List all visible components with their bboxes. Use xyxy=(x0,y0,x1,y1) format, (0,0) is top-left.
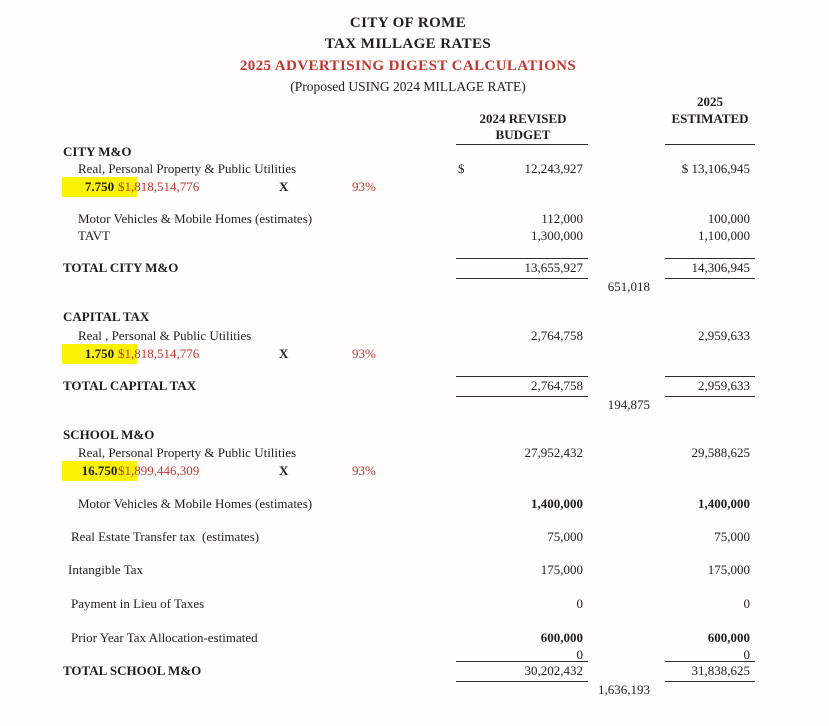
city-total-2025: 14,306,945 xyxy=(691,260,750,275)
city-motor-label: Motor Vehicles & Mobile Homes (estimates) xyxy=(78,211,313,226)
school-intangible-label: Intangible Tax xyxy=(68,562,144,577)
school-collection-pct: 93% xyxy=(352,463,376,478)
city-total-rule-top-2024 xyxy=(456,258,588,259)
school-payment-2025: 0 xyxy=(743,596,750,611)
school-total-rule-bottom-2025 xyxy=(665,681,755,682)
school-total-rule-top-2024 xyxy=(456,661,588,662)
school-motor-label: Motor Vehicles & Mobile Homes (estimates) xyxy=(78,496,313,511)
school-motor-2025: 1,400,000 xyxy=(698,496,750,511)
school-real-2025: 29,588,625 xyxy=(691,445,750,460)
capital-total-2025: 2,959,633 xyxy=(698,378,750,393)
city-real-2024: 12,243,927 xyxy=(524,161,583,176)
city-real-dollar-sign: $ xyxy=(458,161,465,176)
col-header-2025-rule xyxy=(665,144,755,145)
city-variance: 651,018 xyxy=(607,279,650,294)
doc-title-line1: CITY OF ROME xyxy=(349,15,467,31)
school-transfer-2025: 75,000 xyxy=(714,529,750,544)
city-millage-rate-highlight: 7.750 xyxy=(62,177,137,197)
capital-total-rule-top-2025 xyxy=(665,376,755,377)
col-header-2024-line1: 2024 REVISED xyxy=(479,111,567,126)
capital-millage-rate-highlight: 1.750 xyxy=(62,344,137,364)
capital-multiply-sign: X xyxy=(279,346,289,361)
school-payment-2024: 0 xyxy=(576,596,583,611)
school-total-2024: 30,202,432 xyxy=(524,663,583,678)
capital-total-label: TOTAL CAPITAL TAX xyxy=(63,378,197,393)
city-tavt-label: TAVT xyxy=(78,228,110,243)
col-header-2025-line2: ESTIMATED xyxy=(671,111,749,126)
school-millage-rate-highlight: 16.750 xyxy=(62,461,137,481)
col-header-2025-line1: 2025 xyxy=(697,94,723,109)
school-intangible-2024: 175,000 xyxy=(540,562,583,577)
school-total-2025: 31,838,625 xyxy=(691,663,750,678)
city-total-2024: 13,655,927 xyxy=(524,260,583,275)
capital-real-2024: 2,764,758 xyxy=(531,328,583,343)
col-header-2024-rule xyxy=(456,144,588,145)
school-total-label: TOTAL SCHOOL M&O xyxy=(63,663,202,678)
col-header-2024-line2: BUDGET xyxy=(495,127,551,142)
doc-subtitle: (Proposed USING 2024 MILLAGE RATE) xyxy=(290,79,526,94)
school-prior-2025: 600,000 xyxy=(707,630,750,645)
school-transfer-2024: 75,000 xyxy=(547,529,583,544)
city-multiply-sign: X xyxy=(279,179,289,194)
city-tavt-2025: 1,100,000 xyxy=(698,228,750,243)
city-total-label: TOTAL CITY M&O xyxy=(63,260,179,275)
city-real-2025: $ 13,106,945 xyxy=(681,161,750,176)
capital-variance: 194,875 xyxy=(607,397,650,412)
city-digest-value: $1,818,514,776 xyxy=(118,179,200,194)
section-city-header: CITY M&O xyxy=(63,144,132,159)
capital-collection-pct: 93% xyxy=(352,346,376,361)
capital-real-2025: 2,959,633 xyxy=(698,328,750,343)
school-intangible-2025: 175,000 xyxy=(707,562,750,577)
school-real-label: Real, Personal Property & Public Utilities xyxy=(78,445,297,460)
capital-digest-value: $1,818,514,776 xyxy=(118,346,200,361)
capital-total-rule-top-2024 xyxy=(456,376,588,377)
school-prezero-2025: 0 xyxy=(743,647,750,662)
city-total-rule-bottom-2025 xyxy=(665,278,755,279)
city-total-rule-top-2025 xyxy=(665,258,755,259)
section-capital-header: CAPITAL TAX xyxy=(63,309,150,324)
section-school-header: SCHOOL M&O xyxy=(63,427,155,442)
school-prior-label: Prior Year Tax Allocation-estimated xyxy=(71,630,258,645)
city-motor-2025: 100,000 xyxy=(707,211,750,226)
school-motor-2024: 1,400,000 xyxy=(531,496,583,511)
capital-real-label: Real , Personal & Public Utilities xyxy=(78,328,252,343)
school-digest-value: $1,899,446,309 xyxy=(118,463,200,478)
school-total-rule-top-2025 xyxy=(665,661,755,662)
school-transfer-label: Real Estate Transfer tax (estimates) xyxy=(71,529,260,544)
capital-total-rule-bottom-2025 xyxy=(665,396,755,397)
doc-title-line2: TAX MILLAGE RATES xyxy=(324,36,492,52)
school-prior-2024: 600,000 xyxy=(540,630,583,645)
capital-total-2024: 2,764,758 xyxy=(531,378,583,393)
city-motor-2024: 112,000 xyxy=(541,211,583,226)
school-prezero-2024: 0 xyxy=(576,647,583,662)
school-real-2024: 27,952,432 xyxy=(524,445,583,460)
city-tavt-2024: 1,300,000 xyxy=(531,228,583,243)
city-collection-pct: 93% xyxy=(352,179,376,194)
city-real-label: Real, Personal Property & Public Utilities xyxy=(78,161,297,176)
school-variance: 1,636,193 xyxy=(598,682,650,697)
school-payment-label: Payment in Lieu of Taxes xyxy=(71,596,205,611)
school-multiply-sign: X xyxy=(279,463,289,478)
doc-title-line3: 2025 ADVERTISING DIGEST CALCULATIONS xyxy=(239,58,577,74)
